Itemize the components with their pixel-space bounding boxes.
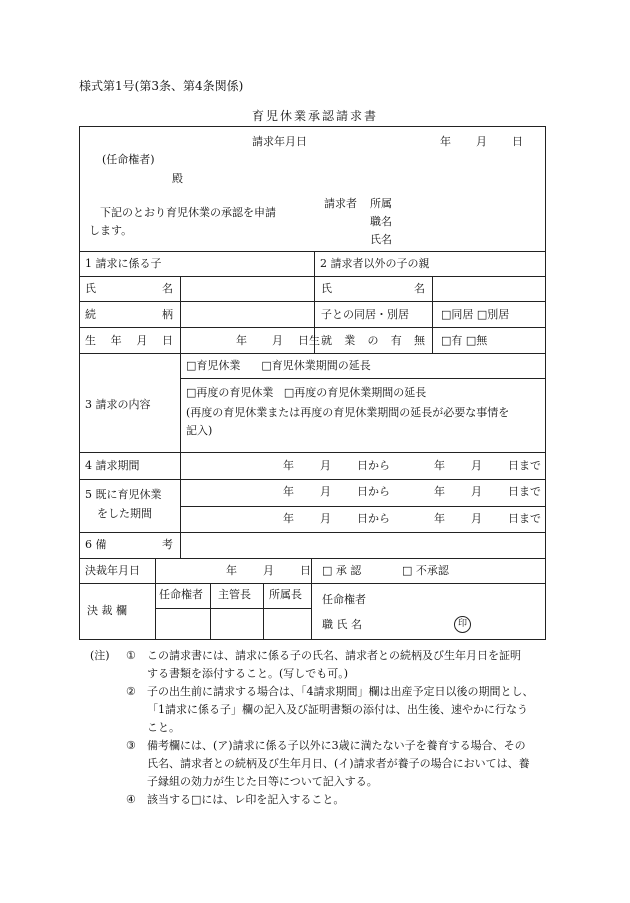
appointer-sign-label: 任命権者 bbox=[322, 593, 366, 606]
dept-head-column: 所属長 bbox=[269, 588, 302, 601]
decision-date-label: 決裁年月日 bbox=[85, 564, 140, 577]
note-item bbox=[90, 683, 550, 737]
to-unit: 日まで bbox=[508, 459, 541, 472]
cohabit-options[interactable]: □同居 □別居 bbox=[441, 308, 510, 321]
from-unit: 日から bbox=[357, 485, 390, 498]
appointer-column: 任命権者 bbox=[159, 588, 203, 601]
divider bbox=[210, 583, 211, 639]
char: 無 bbox=[414, 334, 425, 347]
divider bbox=[79, 327, 546, 328]
approve-checkbox[interactable]: □ 承 認 bbox=[322, 564, 362, 577]
prior-period-1-end bbox=[434, 485, 541, 499]
reason-note-line2: 記入) bbox=[186, 424, 213, 437]
char: 柄 bbox=[162, 308, 173, 321]
body-text-line2: します。 bbox=[89, 224, 133, 237]
note-number: ③ bbox=[126, 739, 136, 752]
disapprove-checkbox[interactable]: □ 不承認 bbox=[402, 564, 449, 577]
day-unit: 日 bbox=[300, 564, 311, 577]
day-born-unit: 日生 bbox=[298, 334, 320, 347]
section5-label-line2: をした期間 bbox=[97, 507, 152, 520]
body-text-line1: 下記のとおり育児休業の承認を申請 bbox=[100, 206, 276, 219]
year-unit: 年 bbox=[236, 334, 247, 347]
table-border-top bbox=[79, 126, 546, 127]
divider bbox=[79, 251, 546, 252]
section6-label bbox=[85, 538, 173, 552]
char: 生 bbox=[85, 334, 96, 347]
note-line: 「1請求に係る子」欄の記入及び証明書類の添付は、出生後、速やかに行なう bbox=[147, 703, 528, 716]
section1-title: 1 請求に係る子 bbox=[85, 257, 162, 270]
char: 氏 bbox=[85, 282, 96, 295]
note-line: 備考欄には、(ア)請求に係る子以外に3歳に満たない子を養育する場合、その bbox=[147, 739, 526, 752]
section5-label-line1: 5 既に育児休業 bbox=[85, 488, 162, 501]
month-unit: 月 bbox=[471, 512, 482, 525]
divider bbox=[180, 378, 546, 379]
note-line: 氏名、請求者との続柄及び生年月日、(イ)請求者が養子の場合においては、養 bbox=[147, 757, 530, 770]
month-unit: 月 bbox=[263, 564, 274, 577]
reason-note-line1: (再度の育児休業または再度の育児休業期間の延長が必要な事情を bbox=[186, 406, 510, 419]
char: 氏 bbox=[336, 618, 348, 631]
divider bbox=[155, 608, 311, 609]
cohabit-label: 子との同居・別居 bbox=[321, 308, 409, 321]
char: 業 bbox=[344, 334, 356, 347]
period-end bbox=[434, 459, 541, 473]
request-type-row2[interactable]: □再度の育児休業 □再度の育児休業期間の延長 bbox=[186, 386, 427, 399]
prior-period-2-end bbox=[434, 512, 541, 526]
child-birth-value bbox=[236, 334, 320, 348]
request-date-label: 請求年月日 bbox=[252, 135, 307, 148]
month-unit: 月 bbox=[320, 512, 331, 525]
note-line: 該当する□には、レ印を記入すること。 bbox=[147, 793, 345, 806]
day-label: 日 bbox=[512, 135, 523, 148]
title-name-label bbox=[322, 618, 362, 632]
note-line: 子縁組の効力が生じた日等について記入する。 bbox=[147, 775, 378, 788]
char: 名 bbox=[414, 282, 425, 295]
char: 日 bbox=[161, 334, 173, 347]
month-label: 月 bbox=[476, 135, 487, 148]
char: 就 bbox=[321, 334, 332, 347]
notes-lead: (注) bbox=[90, 649, 110, 662]
char: 月 bbox=[136, 334, 148, 347]
note-line: する書類を添付すること。(写しでも可。) bbox=[147, 667, 349, 680]
notes-section bbox=[90, 647, 550, 809]
divider bbox=[79, 452, 546, 453]
month-unit: 月 bbox=[320, 485, 331, 498]
char: 続 bbox=[85, 308, 96, 321]
divider bbox=[79, 479, 546, 480]
employment-label bbox=[321, 334, 425, 348]
parent-name-label bbox=[321, 282, 425, 296]
divider bbox=[432, 276, 433, 353]
chief-column: 主管長 bbox=[218, 588, 251, 601]
note-line: こと。 bbox=[147, 721, 180, 734]
child-name-label bbox=[85, 282, 173, 296]
form-number: 様式第1号(第3条、第4条関係) bbox=[79, 79, 244, 93]
char: 名 bbox=[162, 282, 173, 295]
year-unit: 年 bbox=[434, 485, 445, 498]
period-start bbox=[283, 459, 390, 473]
month-unit: 月 bbox=[272, 334, 283, 347]
decision-date-value bbox=[226, 564, 311, 578]
month-unit: 月 bbox=[471, 459, 482, 472]
from-unit: 日から bbox=[357, 459, 390, 472]
char: 6 備 bbox=[85, 538, 107, 551]
appointer-label: (任命権者) bbox=[102, 153, 155, 166]
child-relation-label bbox=[85, 308, 173, 322]
from-unit: 日から bbox=[357, 512, 390, 525]
year-unit: 年 bbox=[283, 459, 294, 472]
divider bbox=[79, 532, 546, 533]
char: の bbox=[367, 334, 379, 347]
child-birth-label bbox=[85, 334, 173, 348]
char: 考 bbox=[162, 538, 173, 551]
note-number: ④ bbox=[126, 793, 136, 806]
table-border-right bbox=[545, 126, 546, 640]
divider bbox=[155, 558, 156, 639]
to-unit: 日まで bbox=[508, 485, 541, 498]
year-unit: 年 bbox=[434, 512, 445, 525]
table-border-bottom bbox=[79, 639, 546, 640]
affiliation-label: 所属 bbox=[370, 197, 392, 210]
divider bbox=[180, 276, 181, 558]
year-label: 年 bbox=[440, 135, 451, 148]
requester-label: 請求者 bbox=[324, 197, 357, 210]
position-label: 職名 bbox=[370, 215, 392, 228]
char: 年 bbox=[110, 334, 122, 347]
note-line: この請求書には、請求に係る子の氏名、請求者との続柄及び生年月日を証明 bbox=[147, 649, 521, 662]
section3-label: 3 請求の内容 bbox=[85, 398, 151, 411]
divider bbox=[79, 583, 546, 584]
table-border-left bbox=[79, 126, 80, 640]
divider bbox=[311, 558, 312, 639]
divider bbox=[79, 301, 546, 302]
section2-title: 2 請求者以外の子の親 bbox=[320, 257, 430, 270]
note-number: ① bbox=[126, 649, 136, 662]
note-item bbox=[90, 647, 550, 683]
char: 名 bbox=[351, 618, 362, 631]
seal-mark: 印 bbox=[454, 616, 471, 633]
dono-label: 殿 bbox=[172, 172, 183, 185]
char: 職 bbox=[322, 618, 333, 631]
to-unit: 日まで bbox=[508, 512, 541, 525]
char: 氏 bbox=[321, 282, 332, 295]
year-unit: 年 bbox=[226, 564, 237, 577]
divider bbox=[79, 276, 546, 277]
page-title: 育児休業承認請求書 bbox=[251, 109, 378, 123]
divider bbox=[79, 353, 546, 354]
note-line: 子の出生前に請求する場合は、「4請求期間」欄は出産予定日以後の期間とし、 bbox=[147, 685, 534, 698]
year-unit: 年 bbox=[434, 459, 445, 472]
name-label: 氏名 bbox=[370, 233, 392, 246]
divider bbox=[263, 583, 264, 639]
note-item bbox=[90, 737, 550, 791]
employment-options[interactable]: □有 □無 bbox=[441, 334, 488, 347]
divider bbox=[180, 506, 546, 507]
divider bbox=[79, 558, 546, 559]
char: 有 bbox=[390, 334, 402, 347]
year-unit: 年 bbox=[283, 512, 294, 525]
request-form-table bbox=[79, 126, 546, 640]
month-unit: 月 bbox=[320, 459, 331, 472]
prior-period-2-start bbox=[283, 512, 390, 526]
decision-column-label: 決 裁 欄 bbox=[87, 604, 127, 617]
note-item bbox=[90, 791, 550, 809]
year-unit: 年 bbox=[283, 485, 294, 498]
month-unit: 月 bbox=[471, 485, 482, 498]
note-number: ② bbox=[126, 685, 136, 698]
prior-period-1-start bbox=[283, 485, 390, 499]
request-type-row1[interactable]: □育児休業 □育児休業期間の延長 bbox=[186, 359, 371, 372]
section4-label: 4 請求期間 bbox=[85, 459, 140, 472]
